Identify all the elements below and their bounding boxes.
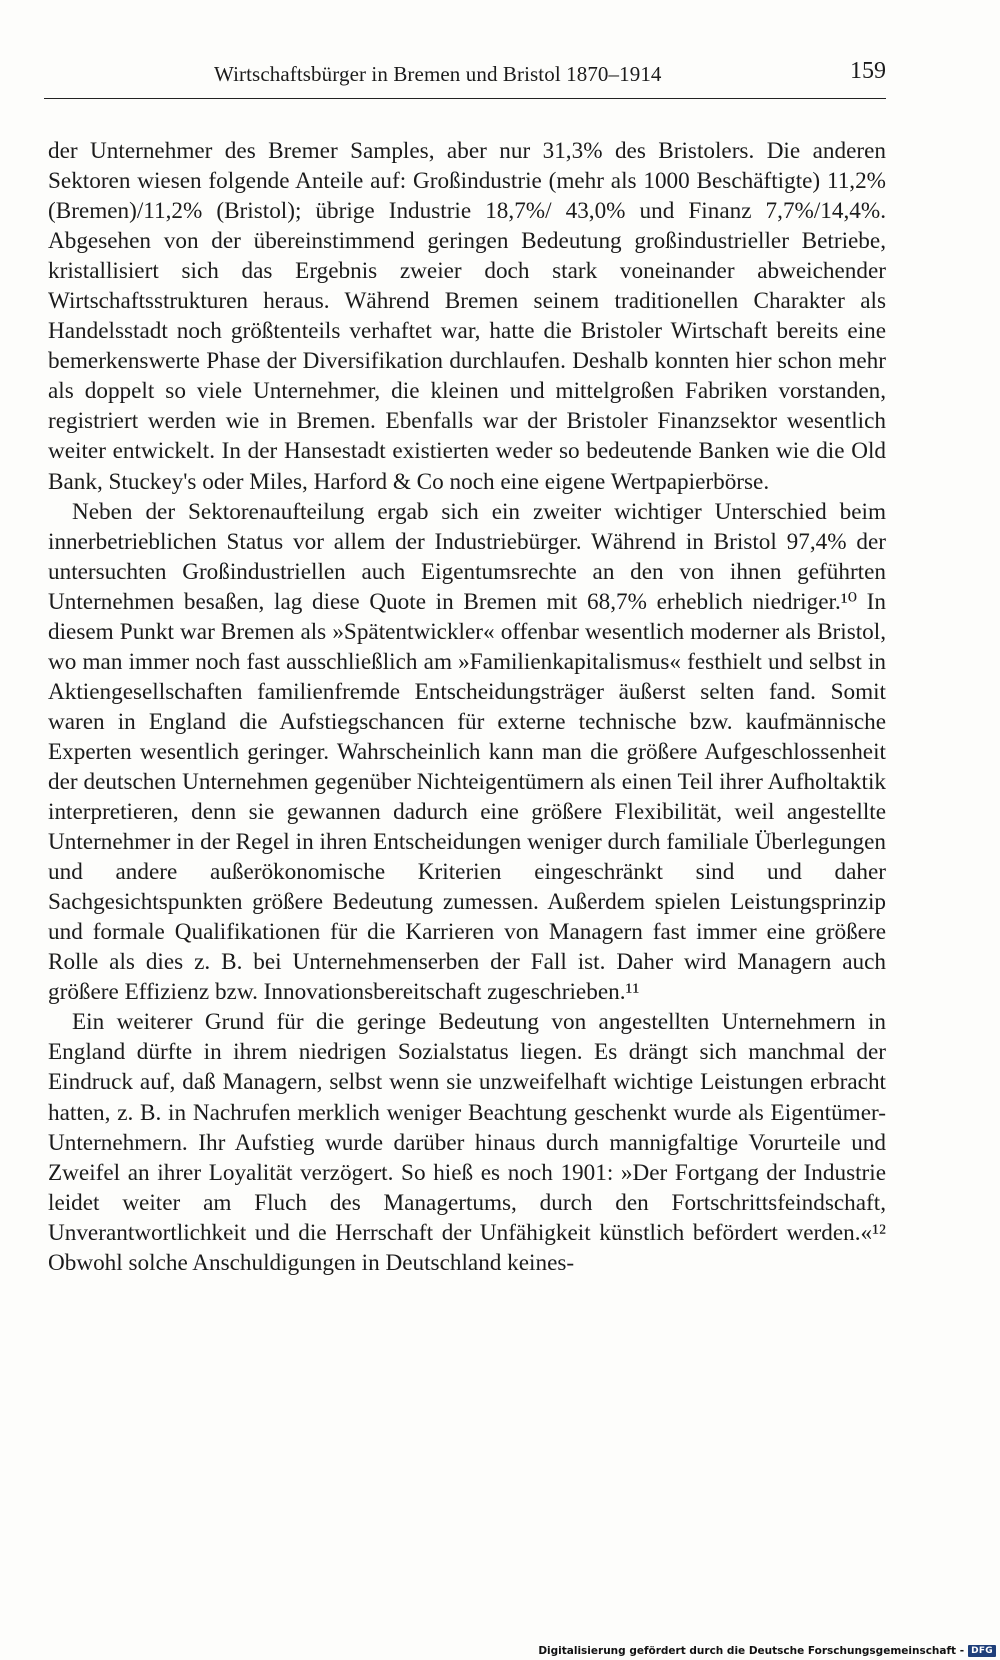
paragraph-1: der Unternehmer des Bremer Samples, aber nur 31,3% des Bristolers. Die anderen Sektoren wiesen folgende Anteile auf: Großindustrie (mehr als 1000 Beschäftigte) 11,2% (Bremen)/11,2% (Bristol); übrige Industrie 18,7%/ 43,0% und Finanz 7,7%/14,4%. Abgesehen von der übereinstimmend geringen Bedeutung großindustrieller Betriebe, kristallisiert sich das Ergebnis zweier doch stark voneinander abweichender Wirtschaftsstrukturen heraus. Während Bremen seinem traditionellen Charakter als Handelsstadt noch größtenteils verhaftet war, hatte die Bristoler Wirtschaft bereits eine bemerkenswerte Phase der Diversifikation durchlaufen. Deshalb konnten hier schon mehr als doppelt so viele Unternehmer, die kleinen und mittelgroßen Fabriken vorstanden, registriert werden wie in Bremen. Ebenfalls war der Bristoler Finanzsektor wesentlich weiter entwickelt. In der Hansestadt existierten weder so bedeutende Banken wie die Old Bank, Stuckey's oder Miles, Harford & Co noch eine eigene Wertpapierbörse. xyxy=(48,138,886,495)
digitization-note: Digitalisierung gefördert durch die Deutsche Forschungsgemeinschaft - xyxy=(538,1645,965,1657)
paragraph-3: Ein weiterer Grund für die geringe Bedeutung von angestellten Unternehmern in England dürfte in ihrem niedrigen Sozialstatus liegen. Es drängt sich manchmal der Eindruck auf, daß Managern, selbst wenn sie unzweifelhaft wichtige Leistungen erbracht hatten, z. B. in Nachrufen merklich weniger Beachtung geschenkt wurde als Eigentümer-Unternehmern. Ihr Aufstieg wurde darüber hinaus durch mannigfaltige Vorurteile und Zweifel an ihrer Loyalität verzögert. So hieß es noch 1901: »Der Fortgang der Industrie leidet weiter am Fluch des Managertums, durch den Fortschrittsfeindschaft, Unverantwortlichkeit und die Herrschaft der Unfähigkeit künstlich befördert werden.«¹² Obwohl solche Anschuldigungen in Deutschland keines- xyxy=(48,1009,886,1276)
dfg-logo-icon: DFG xyxy=(968,1645,996,1657)
digitization-footer xyxy=(538,1645,996,1657)
page-number: 159 xyxy=(850,58,886,84)
paragraph-2: Neben der Sektorenaufteilung ergab sich ein zweiter wichtiger Unterschied beim innerbetrieblichen Status vor allem der Industriebürger. Während in Bristol 97,4% der untersuchten Großindustriellen auch Eigentumsrechte an den von ihnen geführten Unternehmen besaßen, lag diese Quote in Bremen mit 68,7% erheblich niedriger.¹⁰ In diesem Punkt war Bremen als »Spätentwickler« offenbar wesentlich moderner als Bristol, wo man immer noch fast ausschließlich am »Familienkapitalismus« festhielt und selbst in Aktiengesellschaften familienfremde Entscheidungsträger äußerst selten fand. Somit waren in England die Aufstiegschancen für externe technische bzw. kaufmännische Experten wesentlich geringer. Wahrscheinlich kann man die größere Aufgeschlossenheit der deutschen Unternehmen gegenüber Nichteigentümern als einen Teil ihrer Aufholtaktik interpretieren, denn sie gewannen dadurch eine größere Flexibilität, weil angestellte Unternehmer in der Regel in ihren Entscheidungen weniger durch familiale Überlegungen und andere außerökonomische Kriterien eingeschränkt sind und daher Sachgesichtspunkten größere Bedeutung zumessen. Außerdem spielen Leistungsprinzip und formale Qualifikationen für die Karrieren von Managern fast immer eine größere Rolle als dies z. B. bei Unternehmenserben der Fall ist. Daher wird Managern auch größere Effizienz bzw. Innovationsbereitschaft zugeschrieben.¹¹ xyxy=(48,498,886,1006)
running-title: Wirtschaftsbürger in Bremen und Bristol 1870–1914 xyxy=(214,62,662,86)
page-header xyxy=(44,58,886,99)
body-text xyxy=(48,136,886,1278)
